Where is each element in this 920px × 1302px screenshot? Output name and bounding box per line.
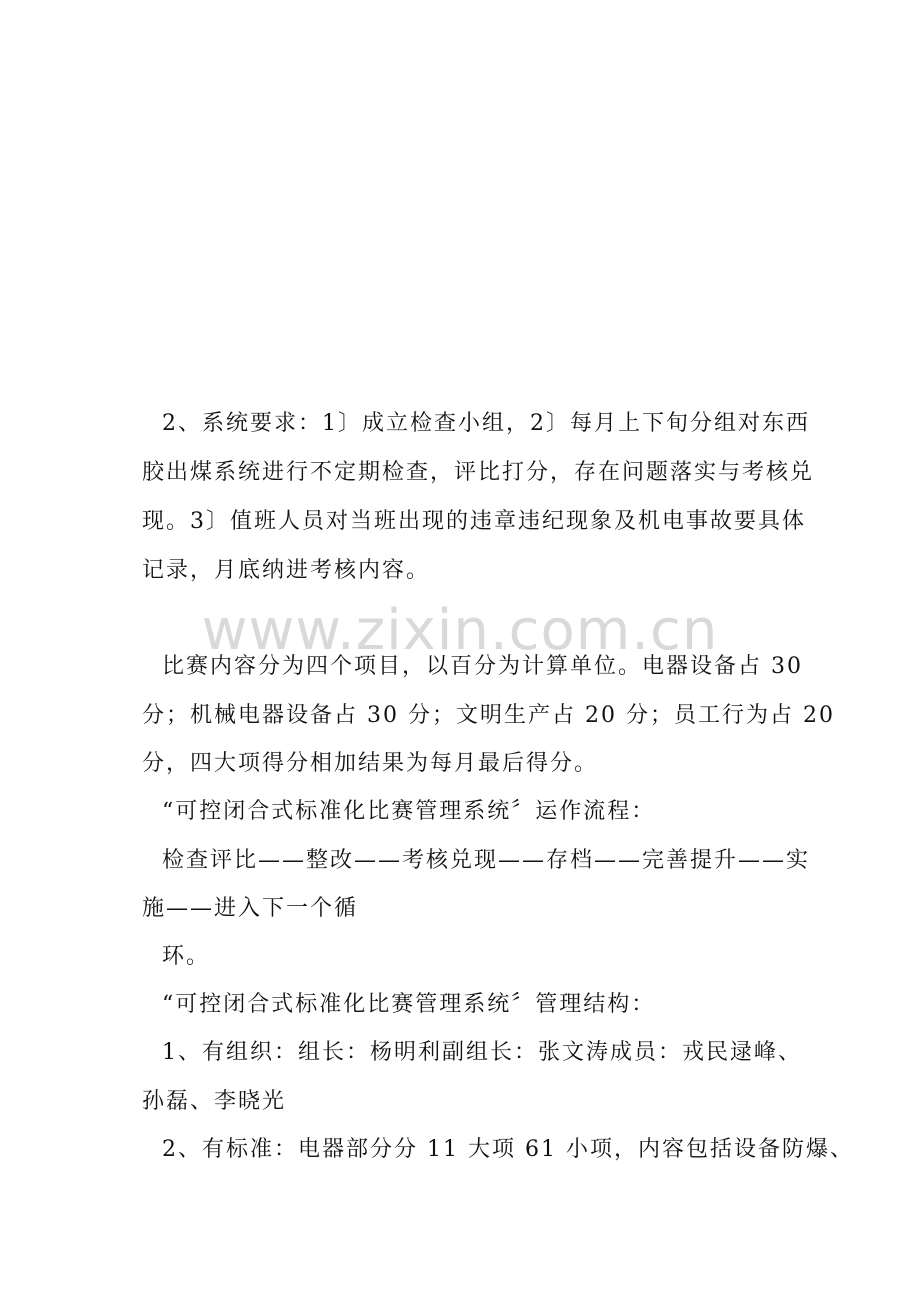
text-line: 分，四大项得分相加结果为每月最后得分。 bbox=[142, 751, 599, 776]
text-line: 2、有标准：电器部分分 11 大项 61 小项，内容包括设备防爆、 bbox=[162, 1137, 854, 1162]
text-line: “可控闭合式标准化比赛管理系统〞管理结构： bbox=[162, 992, 656, 1017]
text-line: 分；机械电器设备占 30 分；文明生产占 20 分；员工行为占 20 bbox=[142, 703, 835, 728]
text-line: 1、有组织：组长：杨明利副组长：张文涛成员：戎民逯峰、 bbox=[162, 1040, 802, 1065]
text-line: 检查评比——整改——考核兑现——存档——完善提升——实 bbox=[162, 848, 811, 873]
watermark: www.zixin.com.cn bbox=[201, 598, 719, 663]
text-line: 孙磊、李晓光 bbox=[142, 1089, 287, 1114]
text-line: 比赛内容分为四个项目，以百分为计算单位。电器设备占 30 bbox=[162, 654, 803, 679]
text-line: 记录，月底纳进考核内容。 bbox=[142, 558, 431, 583]
text-line: 环。 bbox=[162, 944, 211, 969]
text-line: “可控闭合式标准化比赛管理系统〞运作流程： bbox=[162, 799, 656, 824]
text-line: 胶出煤系统进行不定期检查，评比打分，存在问题落实与考核兑 bbox=[142, 460, 815, 485]
text-line: 2、系统要求：1〕成立检查小组，2〕每月上下旬分组对东西 bbox=[162, 411, 810, 436]
text-line: 现。3〕值班人员对当班出现的违章违纪现象及机电事故要具体 bbox=[142, 509, 806, 534]
text-line: 施——进入下一个循 bbox=[142, 896, 359, 921]
